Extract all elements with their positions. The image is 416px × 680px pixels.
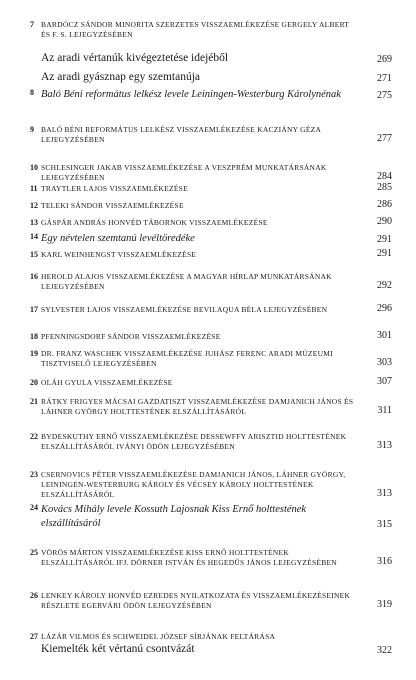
toc-entry (30, 201, 392, 211)
entry-page: 303 (377, 357, 392, 368)
toc-entry (30, 432, 392, 452)
entry-page: 319 (377, 599, 392, 610)
toc-entry (30, 20, 392, 40)
entry-number: 23 (30, 470, 38, 479)
toc-entry (30, 232, 392, 246)
toc-entry (30, 642, 392, 657)
entry-number: 12 (30, 201, 38, 210)
entry-title: GÁSPÁR ANDRÁS HONVÉD TÁBORNOK VISSZAEMLÉKEZÉSE (41, 218, 268, 227)
entry-title: DR. FRANZ WASCHEK VISSZAEMLÉKEZÉSE JUHÁSZ FERENC ARADI MÚZEUMI TISZTVISELŐ LEJEGYZÉSÉBEN (41, 349, 333, 368)
entry-number: 9 (30, 125, 34, 134)
entry-page: 284 (377, 171, 392, 182)
toc-entry (30, 125, 392, 145)
toc-entry (30, 88, 392, 102)
entry-title: Az aradi vértanúk kivégeztetése idejéből (41, 52, 229, 64)
entry-page: 301 (377, 330, 392, 341)
entry-page: 311 (377, 405, 392, 416)
entry-title: TELEKI SÁNDOR VISSZAEMLÉKEZÉSE (41, 201, 184, 210)
entry-number: 18 (30, 332, 38, 341)
entry-page: 322 (377, 645, 392, 656)
entry-number: 17 (30, 305, 38, 314)
entry-title: OLÁH GYULA VISSZAEMLÉKEZÉSE (41, 378, 173, 387)
entry-title: TRAYTLER LAJOS VISSZAEMLÉKEZÉSE (41, 184, 188, 193)
toc-entry (30, 250, 392, 260)
entry-number: 19 (30, 349, 38, 358)
toc-entry (30, 184, 392, 194)
entry-page: 277 (377, 133, 392, 144)
entry-number: 7 (30, 20, 34, 29)
entry-title: Baló Béni református lelkész levele Leiningen-Westerburg Károlynénak (41, 89, 341, 100)
toc-entry (30, 397, 392, 417)
entry-title: RÁTKY FRIGYES MÁCSAI GAZDATISZT VISSZAEMLÉKEZÉSE DAMJANICH JÁNOS ÉS LÁHNER GYÖRGY HOLTTESTÉNEK ELSZÁLLÍTÁSÁRÓL (41, 397, 354, 416)
entry-page: 271 (377, 73, 392, 84)
toc-entry (30, 632, 392, 642)
toc-entry (30, 51, 392, 66)
entry-number: 22 (30, 432, 38, 441)
entry-number: 15 (30, 250, 38, 259)
entry-title: SYLVESTER LAJOS VISSZAEMLÉKEZÉSE BEVILAQUA BÉLA LEJEGYZÉSÉBEN (41, 305, 328, 314)
toc-entry (30, 70, 392, 85)
entry-number: 20 (30, 378, 38, 387)
entry-title: LENKEY KÁROLY HONVÉD EZREDES NYILATKOZATA ÉS VISSZAEMLÉKEZÉSEINEK RÉSZLETE EGERVÁRI ÖDÖN LEJEGYZÉSÉBEN (41, 591, 351, 610)
entry-title: BARDÓCZ SÁNDOR MINORITA SZERZETES VISSZAEMLÉKEZÉSE GERGELY ALBERT ÉS F. S. LEJEGYZÉSÉBEN (41, 20, 350, 39)
toc-entry (30, 272, 392, 292)
entry-page: 313 (377, 440, 392, 451)
entry-title: BYDESKUTHY ERNŐ VISSZAEMLÉKEZÉSE DESSEWFFY ARISZTID HOLTTESTÉNEK ELSZÁLLÍTÁSÁRÓL IVÁNYI ÖDÖN LEJEGYZÉSÉBEN (41, 432, 347, 451)
toc-entry (30, 305, 392, 315)
entry-title: SCHLESINGER JAKAB VISSZAEMLÉKEZÉSE A VESZPRÉM MUNKATÁRSÁNAK LEJEGYZÉSÉBEN (41, 163, 327, 182)
entry-title: Egy névtelen szemtanú levéltöredéke (41, 233, 195, 244)
entry-title: Az aradi gyásznap egy szemtanúja (41, 71, 201, 83)
toc-entry (30, 591, 392, 611)
entry-number: 10 (30, 163, 38, 172)
entry-number: 14 (30, 232, 38, 241)
toc-entry (30, 378, 392, 388)
toc-entry (30, 349, 392, 369)
entry-title: CSERNOVICS PÉTER VISSZAEMLÉKEZÉSE DAMJANICH JÁNOS, LÁHNER GYÖRGY, LEININGEN-WESTERBURG KÁROLY ÉS VÉCSEY KÁROLY HOLTTESTÉNEK ELSZÁLLÍTÁSÁRÓL (41, 470, 346, 499)
entry-page: 291 (377, 248, 392, 259)
entry-number: 16 (30, 272, 38, 281)
entry-title: HEROLD ALAJOS VISSZAEMLÉKEZÉSE A MAGYAR HÍRLAP MUNKATÁRSÁNAK LEJEGYZÉSÉBEN (41, 272, 332, 291)
entry-number: 8 (30, 88, 34, 97)
entry-page: 275 (377, 90, 392, 101)
entry-number: 25 (30, 548, 38, 557)
entry-page: 316 (377, 556, 392, 567)
entry-page: 269 (377, 54, 392, 65)
toc-entry (30, 218, 392, 228)
entry-page: 313 (377, 488, 392, 499)
entry-page: 286 (377, 199, 392, 210)
entry-number: 13 (30, 218, 38, 227)
toc-entry (30, 470, 392, 500)
entry-number: 24 (30, 503, 38, 512)
toc-entry (30, 503, 392, 531)
entry-title: LÁZÁR VILMOS ÉS SCHWEIDEL JÓZSEF SÍRJÁNAK FELTÁRÁSA (41, 632, 276, 641)
entry-page: 315 (377, 519, 392, 530)
toc-entry (30, 163, 392, 183)
entry-page: 307 (377, 376, 392, 387)
entry-page: 290 (377, 216, 392, 227)
entry-title: KARL WEINHENGST VISSZAEMLÉKEZÉSE (41, 250, 197, 259)
entry-number: 26 (30, 591, 38, 600)
toc-entry (30, 332, 392, 342)
entry-title: PFENNINGSDORF SÁNDOR VISSZAEMLÉKEZÉSE (41, 332, 221, 341)
entry-number: 27 (30, 632, 38, 641)
entry-title: VÖRÖS MÁRTON VISSZAEMLÉKEZÉSE KISS ERNŐ HOLTTESTÉNEK ELSZÁLLÍTÁSÁRÓL IFJ. DÖRNER ISTVÁN ÉS HEGEDŰS JÁNOS LEJEGYZÉSÉBEN (41, 548, 337, 567)
entry-page: 291 (377, 234, 392, 245)
entry-number: 11 (30, 184, 38, 193)
entry-number: 21 (30, 397, 38, 406)
entry-title: Kovács Mihály levele Kossuth Lajosnak Kiss Ernő holttestének elszállításáról (41, 504, 307, 529)
entry-page: 285 (377, 182, 392, 193)
entry-title: BALÓ BÉNI REFORMÁTUS LELKÉSZ VISSZAEMLÉKEZÉSE KACZIÁNY GÉZA LEJEGYZÉSÉBEN (41, 125, 321, 144)
entry-page: 296 (377, 303, 392, 314)
entry-page: 292 (377, 280, 392, 291)
toc-entry (30, 548, 392, 568)
entry-title: Kiemelték két vértanú csontvázát (41, 643, 195, 655)
